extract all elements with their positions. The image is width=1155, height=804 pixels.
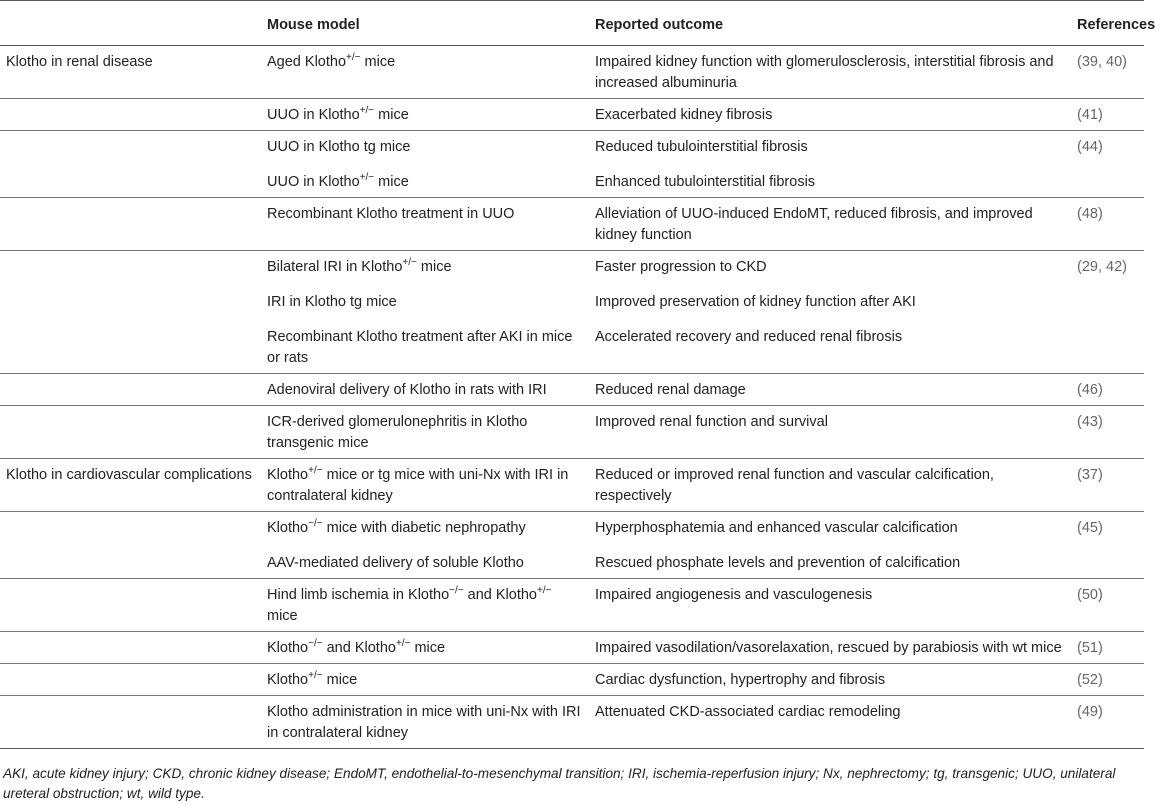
genotype-superscript: −/− [308, 518, 323, 529]
genotype-superscript: −/− [449, 585, 464, 596]
genotype-superscript: +/− [402, 257, 417, 268]
reported-outcome-cell [589, 131, 1071, 198]
reported-outcome-cell [589, 696, 1071, 749]
header-references: References [1071, 1, 1144, 46]
references-cell: (50) [1071, 579, 1144, 632]
table-row [0, 131, 1144, 198]
table-row [0, 198, 1144, 251]
reported-outcome-text: Impaired angiogenesis and vasculogenesis [595, 587, 873, 603]
genotype-superscript: +/− [359, 105, 375, 116]
mouse-model-text: Klotho administration in mice with uni-Nx with IRI in contralateral kidney [267, 704, 581, 741]
references-cell: (49) [1071, 696, 1144, 749]
reported-outcome-text: Rescued phosphate levels and prevention of calcification [595, 555, 961, 571]
table-row [0, 99, 1144, 131]
genotype-superscript: +/− [346, 52, 361, 63]
reported-outcome-text: Impaired vasodilation/vasorelaxation, rescued by parabiosis with wt mice [595, 640, 1062, 656]
table-row [0, 406, 1144, 459]
mouse-model-text: Klotho+/− mice [267, 670, 358, 688]
references-cell: (37) [1071, 459, 1144, 512]
reported-outcome-text: Reduced or improved renal function and vascular calcification, respectively [595, 467, 994, 504]
reported-outcome-text: Accelerated recovery and reduced renal fibrosis [595, 329, 903, 345]
header-mouse-model: Mouse model [261, 1, 589, 46]
references-cell: (46) [1071, 374, 1144, 406]
header-row [0, 1, 1144, 46]
mouse-model-text: UUO in Klotho+/− mice [267, 172, 409, 190]
reported-outcome-cell [589, 198, 1071, 251]
category-cell: Klotho in renal disease [0, 46, 261, 99]
mouse-model-cell [261, 251, 589, 374]
reported-outcome-text: Reduced renal damage [595, 382, 746, 398]
mouse-model-text: Klotho−/− and Klotho+/− mice [267, 638, 446, 656]
reported-outcome-cell [589, 374, 1071, 406]
reported-outcome-text: Enhanced tubulointerstitial fibrosis [595, 174, 816, 190]
table-row [0, 374, 1144, 406]
table-row [0, 579, 1144, 632]
genotype-superscript: +/− [308, 465, 323, 476]
reported-outcome-text: Reduced tubulointerstitial fibrosis [595, 139, 808, 155]
reported-outcome-cell [589, 406, 1071, 459]
references-cell: (52) [1071, 664, 1144, 696]
reported-outcome-text: Impaired kidney function with glomerulosclerosis, interstitial fibrosis and increased albuminuria [595, 54, 1054, 91]
table-row [0, 632, 1144, 664]
table-row [0, 696, 1144, 749]
category-cell [0, 251, 261, 374]
mouse-model-text: IRI in Klotho tg mice [267, 294, 397, 310]
reported-outcome-cell [589, 251, 1071, 374]
reported-outcome-text: Hyperphosphatemia and enhanced vascular calcification [595, 520, 958, 536]
mouse-model-cell [261, 406, 589, 459]
mouse-model-cell [261, 374, 589, 406]
table-body [0, 46, 1144, 749]
category-cell [0, 131, 261, 198]
reported-outcome-text: Cardiac dysfunction, hypertrophy and fibrosis [595, 672, 886, 688]
genotype-superscript: +/− [359, 172, 375, 183]
mouse-model-cell [261, 579, 589, 632]
references-cell: (43) [1071, 406, 1144, 459]
table-row [0, 459, 1144, 512]
references-cell: (44) [1071, 131, 1144, 198]
mouse-model-text: Aged Klotho+/− mice [267, 52, 396, 70]
genotype-superscript: −/− [308, 638, 323, 649]
reported-outcome-cell [589, 579, 1071, 632]
genotype-superscript: +/− [308, 670, 323, 681]
mouse-model-cell [261, 99, 589, 131]
reported-outcome-text: Exacerbated kidney fibrosis [595, 107, 773, 123]
mouse-model-text: Recombinant Klotho treatment in UUO [267, 206, 515, 222]
reported-outcome-text: Improved preservation of kidney function after AKI [595, 294, 916, 310]
reported-outcome-text: Alleviation of UUO-induced EndoMT, reduced fibrosis, and improved kidney function [595, 206, 1033, 243]
category-cell: Klotho in cardiovascular complications [0, 459, 261, 512]
reported-outcome-cell [589, 459, 1071, 512]
mouse-model-text: Klotho+/− mice or tg mice with uni-Nx with IRI in contralateral kidney [267, 465, 569, 504]
category-cell [0, 579, 261, 632]
genotype-superscript: +/− [395, 638, 411, 649]
reported-outcome-text: Attenuated CKD-associated cardiac remodeling [595, 704, 901, 720]
category-cell [0, 632, 261, 664]
mouse-model-cell [261, 131, 589, 198]
category-cell [0, 198, 261, 251]
table-row [0, 251, 1144, 374]
reported-outcome-text: Faster progression to CKD [595, 259, 767, 275]
mouse-model-text: ICR-derived glomerulonephritis in Klotho transgenic mice [267, 414, 528, 451]
reported-outcome-cell [589, 632, 1071, 664]
header-category [0, 1, 261, 46]
category-cell [0, 374, 261, 406]
table-footnote: AKI, acute kidney injury; CKD, chronic kidney disease; EndoMT, endothelial-to-mesenchymal transition; IRI, ischemia-reperfusion injury; Nx, nephrectomy; tg, transgenic; UUO, unilateral ureteral obstruction; wt, wild type. [3, 766, 1116, 801]
mouse-model-cell [261, 664, 589, 696]
header-reported-outcome: Reported outcome [589, 1, 1071, 46]
mouse-model-text: AAV-mediated delivery of soluble Klotho [267, 555, 524, 571]
reported-outcome-cell [589, 664, 1071, 696]
table-row [0, 512, 1144, 579]
mouse-model-cell [261, 459, 589, 512]
references-cell: (39, 40) [1071, 46, 1144, 99]
table-row [0, 664, 1144, 696]
category-cell [0, 406, 261, 459]
mouse-model-cell [261, 632, 589, 664]
reported-outcome-text: Improved renal function and survival [595, 414, 828, 430]
category-cell [0, 696, 261, 749]
category-cell [0, 664, 261, 696]
reported-outcome-cell [589, 512, 1071, 579]
mouse-model-text: Bilateral IRI in Klotho+/− mice [267, 257, 452, 275]
mouse-model-text: UUO in Klotho tg mice [267, 139, 411, 155]
category-cell [0, 512, 261, 579]
reported-outcome-cell [589, 46, 1071, 99]
mouse-model-text: Klotho−/− mice with diabetic nephropathy [267, 518, 526, 536]
references-cell: (51) [1071, 632, 1144, 664]
references-cell: (29, 42) [1071, 251, 1144, 374]
category-cell [0, 99, 261, 131]
mouse-model-cell [261, 46, 589, 99]
genotype-superscript: +/− [536, 585, 552, 596]
mouse-model-text: UUO in Klotho+/− mice [267, 105, 409, 123]
reported-outcome-cell [589, 99, 1071, 131]
references-cell: (41) [1071, 99, 1144, 131]
references-cell: (45) [1071, 512, 1144, 579]
mouse-model-text: Adenoviral delivery of Klotho in rats with IRI [267, 382, 547, 398]
mouse-model-text: Hind limb ischemia in Klotho−/− and Klotho+/− mice [267, 585, 552, 624]
mouse-model-cell [261, 696, 589, 749]
mouse-model-text: Recombinant Klotho treatment after AKI in mice or rats [267, 329, 573, 366]
references-cell: (48) [1071, 198, 1144, 251]
table-row [0, 46, 1144, 99]
mouse-model-cell [261, 512, 589, 579]
mouse-model-cell [261, 198, 589, 251]
